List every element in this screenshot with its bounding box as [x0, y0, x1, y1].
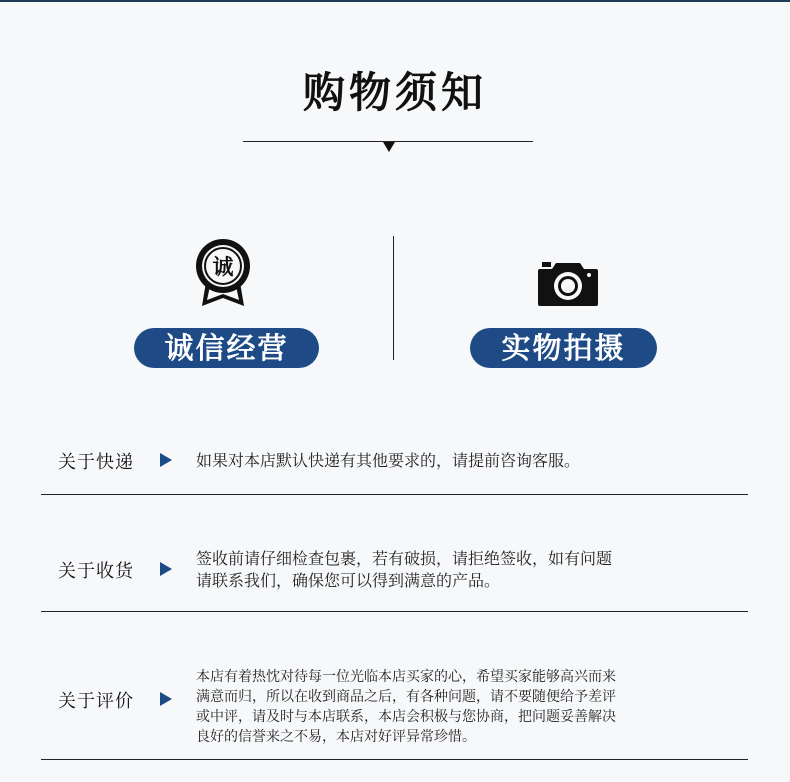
row-divider [41, 611, 748, 612]
review-text [196, 667, 616, 747]
receiving-text [196, 548, 612, 592]
play-arrow-icon [160, 692, 172, 706]
title-down-arrow-icon [383, 142, 395, 152]
row-label-delivery: 关于快递 [58, 452, 134, 473]
row-divider [41, 759, 748, 760]
integrity-seal-icon [192, 238, 254, 310]
feature-divider [393, 236, 394, 360]
play-arrow-icon [160, 453, 172, 467]
page-title: 购物须知 [302, 68, 487, 117]
row-label-receiving: 关于收货 [58, 561, 134, 582]
top-border [0, 0, 790, 2]
play-arrow-icon [160, 562, 172, 576]
seal-character: 诚 [212, 255, 234, 279]
camera-icon [538, 260, 598, 306]
text-line: 满意而归，所以在收到商品之后，有各种问题，请不要随便给予差评 [196, 689, 616, 705]
integrity-badge: 诚信经营 [134, 328, 319, 368]
real-photo-badge: 实物拍摄 [470, 328, 657, 368]
text-line: 请联系我们，确保您可以得到满意的产品。 [196, 571, 501, 590]
text-line: 本店有着热忱对待每一位光临本店买家的心，希望买家能够高兴而来 [196, 669, 616, 685]
row-label-review: 关于评价 [58, 691, 134, 712]
text-line: 良好的信誉来之不易，本店对好评异常珍惜。 [196, 729, 476, 745]
text-line: 签收前请仔细检查包裹，若有破损，请拒绝签收，如有问题 [196, 549, 613, 568]
row-divider [41, 494, 748, 495]
delivery-text [196, 450, 580, 472]
text-line: 如果对本店默认快递有其他要求的，请提前咨询客服。 [196, 451, 581, 470]
text-line: 或中评，请及时与本店联系，本店会积极与您协商，把问题妥善解决 [196, 709, 616, 725]
